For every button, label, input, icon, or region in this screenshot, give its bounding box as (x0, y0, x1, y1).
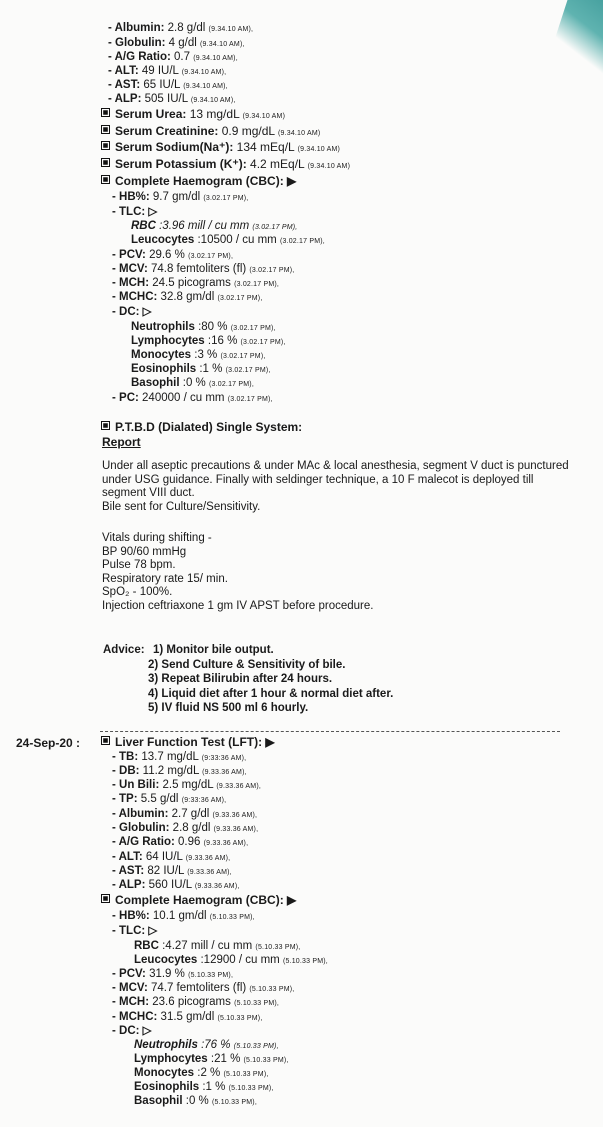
result-timestamp: (5.10.33 PM), (255, 944, 301, 951)
result-label: - PCV: (112, 249, 146, 261)
result-label: - MCV: (112, 263, 148, 275)
result-line (108, 93, 236, 107)
result-timestamp: (3.02.17 PM), (279, 238, 325, 245)
result-line (131, 335, 286, 349)
result-line (112, 968, 233, 982)
result-line (131, 220, 297, 234)
result-line (101, 158, 350, 173)
report-label: Report (102, 435, 141, 449)
result-line (112, 836, 248, 850)
result-timestamp: (3.02.17 PM), (203, 195, 249, 202)
result-line (131, 363, 271, 377)
photo-corner-shadow (548, 0, 603, 81)
result-label: - ALT: (112, 851, 143, 863)
result-label: - HB%: (112, 910, 150, 922)
result-label: - HB%: (112, 191, 150, 203)
result-label: Lymphocytes (131, 335, 205, 347)
result-line (131, 234, 325, 248)
vitals-line: Pulse 78 bpm. (102, 559, 176, 571)
vitals-line: Respiratory rate 15/ min. (102, 572, 228, 585)
checkbox-icon (101, 158, 110, 167)
result-value: :1 % (196, 363, 226, 375)
result-label: - MCV: (112, 982, 148, 994)
result-label: Eosinophils (134, 1081, 200, 1093)
result-value: :2 % (194, 1067, 224, 1079)
result-label: Serum Potassium (K⁺): (115, 157, 247, 171)
result-timestamp: (9.34.10 AM), (193, 55, 238, 62)
result-value: 0.7 (170, 51, 194, 63)
result-label: Lymphocytes (134, 1053, 208, 1065)
checkbox-icon (101, 108, 110, 117)
result-line (131, 321, 276, 335)
result-timestamp: (5.10.33 PM), (211, 1099, 257, 1106)
result-timestamp: (9.34.10 AM) (297, 146, 341, 153)
result-value: 0.96 (174, 836, 204, 848)
result-line (112, 1025, 152, 1039)
advice-item: 4) Liquid diet after 1 hour & normal diet after. (148, 687, 394, 700)
result-line (112, 277, 279, 291)
result-label: Leucocytes (131, 234, 195, 246)
result-line (101, 141, 340, 156)
result-timestamp: (3.02.17 PM), (220, 353, 266, 360)
result-line (134, 1067, 269, 1081)
result-value: 10.1 gm/dl (149, 910, 210, 922)
advice-item: 2) Send Culture & Sensitivity of bile. (148, 658, 346, 671)
result-line (101, 108, 285, 123)
result-line (112, 910, 255, 924)
result-value: 9.7 gm/dl (149, 191, 204, 203)
result-line (101, 175, 296, 190)
result-value: 2.8 g/dl (169, 822, 214, 834)
result-value: 31.5 gm/dl (157, 1011, 218, 1023)
result-value: 505 IU/L (141, 93, 191, 105)
result-value: :16 % (204, 335, 241, 347)
result-label: - A/G Ratio: (108, 51, 171, 63)
result-label: - TLC: ▷ (112, 925, 158, 937)
result-line (134, 1053, 289, 1067)
result-value: 13 mg/dL (186, 107, 243, 121)
result-timestamp: (9:33:36 AM), (201, 755, 247, 762)
result-label: Serum Sodium(Na⁺): (115, 140, 234, 154)
result-label: RBC (134, 940, 159, 952)
advice-item: 1) Monitor bile output. (153, 644, 274, 656)
vitals-line: Injection ceftriaxone 1 gm IV APST before procedure. (102, 599, 374, 612)
result-value: 4 g/dl (165, 37, 201, 49)
result-value: :76 % (197, 1039, 234, 1051)
result-line (112, 191, 248, 205)
result-line (112, 793, 226, 807)
result-value: 0.9 mg/dL (218, 124, 278, 138)
vitals-line: SpO₂ - 100%. (102, 586, 173, 598)
result-label: - Albumin: (108, 22, 165, 34)
result-line (108, 65, 226, 79)
result-value: 2.7 g/dl (168, 808, 213, 820)
result-label: - TLC: ▷ (112, 206, 158, 218)
result-value: 2.8 g/dl (164, 22, 209, 34)
result-label: Basophil (134, 1095, 183, 1107)
result-label: - A/G Ratio: (112, 836, 175, 848)
result-label: - MCH: (112, 277, 150, 289)
result-label: Monocytes (134, 1067, 195, 1079)
result-value: 29.6 % (145, 249, 189, 261)
result-line (131, 349, 266, 363)
result-timestamp: (9.33.36 AM), (185, 855, 231, 862)
result-line (108, 79, 228, 93)
result-value: :3 % (191, 349, 221, 361)
result-timestamp: (9.34.10 AM), (183, 83, 228, 90)
result-timestamp: (9.33.36 AM), (212, 812, 258, 819)
result-line (134, 1039, 279, 1053)
checkbox-icon (101, 125, 110, 134)
result-label: - Un Bili: (112, 779, 160, 791)
result-line (108, 22, 253, 36)
ptbd-heading: P.T.B.D (Dialated) Single System: (101, 421, 302, 434)
result-label: - DB: (112, 765, 140, 777)
advice-item: 5) IV fluid NS 500 ml 6 hourly. (148, 702, 309, 714)
result-timestamp: (3.02.17 PM), (227, 396, 273, 403)
result-label: Serum Creatinine: (115, 124, 219, 138)
result-line (112, 206, 157, 220)
result-value: 31.9 % (145, 968, 189, 980)
cbc-heading-day2: Complete Haemogram (CBC): ▶ (101, 894, 296, 907)
checkbox-icon (101, 175, 110, 184)
result-timestamp: (3.02.17 PM), (217, 295, 263, 302)
result-timestamp: (5.10.33 PM), (209, 914, 255, 921)
result-line (112, 822, 258, 836)
result-line (112, 765, 247, 779)
result-timestamp: (9.34.10 AM) (242, 113, 286, 120)
result-value: 13.7 mg/dL (138, 751, 202, 763)
result-line (134, 1081, 274, 1095)
result-timestamp: (9.34.10 AM) (277, 130, 321, 137)
checkbox-icon (101, 736, 110, 745)
vitals-line: BP 90/60 mmHg (102, 545, 187, 558)
result-timestamp: (9.34.10 AM), (200, 41, 245, 48)
vitals-block (102, 532, 572, 613)
result-label: - TB: (112, 751, 139, 763)
result-label: - DC: ▷ (112, 306, 152, 318)
result-label: Monocytes (131, 349, 192, 361)
result-line (112, 808, 257, 822)
checkbox-icon (101, 894, 110, 903)
result-value: 11.2 mg/dL (139, 765, 203, 777)
section-divider (100, 731, 560, 732)
result-value: :0 % (182, 1095, 212, 1107)
result-timestamp: (3.02.17 PM), (240, 339, 286, 346)
result-value: 24.5 picograms (149, 277, 235, 289)
result-value: 23.6 picograms (149, 996, 235, 1008)
result-value: 74.8 femtoliters (fl) (147, 263, 250, 275)
result-value: 32.8 gm/dl (157, 291, 218, 303)
result-label: Eosinophils (131, 363, 197, 375)
result-label: - Albumin: (112, 808, 169, 820)
result-label: - MCH: (112, 996, 150, 1008)
result-value: 64 IU/L (142, 851, 186, 863)
result-line (112, 249, 233, 263)
result-value: :0 % (179, 377, 209, 389)
result-label: - PC: (112, 392, 139, 404)
result-line (131, 377, 254, 391)
lft-heading: Liver Function Test (LFT): ▶ (101, 736, 275, 749)
result-timestamp: (9.33.36 AM), (213, 826, 259, 833)
result-timestamp: (5.10.33 PM), (233, 1043, 279, 1050)
result-label: - AST: (108, 79, 141, 91)
result-value: :4.27 mill / cu mm (158, 940, 256, 952)
result-value: :21 % (207, 1053, 244, 1065)
result-line (112, 865, 232, 879)
result-line (101, 125, 320, 140)
result-value: 74.7 femtoliters (fl) (147, 982, 250, 994)
result-value: 49 IU/L (138, 65, 182, 77)
result-line (112, 851, 230, 865)
result-label: - Globulin: (108, 37, 166, 49)
result-timestamp: (9.33.36 AM), (202, 769, 247, 776)
result-label: - MCHC: (112, 291, 158, 303)
result-value: :3.96 mill / cu mm (155, 220, 253, 232)
result-line (112, 879, 240, 893)
result-line (108, 37, 245, 51)
result-line (112, 779, 261, 793)
result-timestamp: (3.02.17 PM), (188, 253, 234, 260)
result-timestamp: (9.34.10 AM), (181, 69, 227, 76)
result-timestamp: (9.34.10 AM), (208, 26, 254, 33)
result-line (134, 1095, 257, 1109)
result-label: Serum Urea: (115, 107, 187, 121)
checkbox-icon (101, 421, 110, 430)
result-value: 560 IU/L (145, 879, 195, 891)
result-label: Complete Haemogram (CBC): ▶ (115, 174, 297, 188)
result-value: :12900 / cu mm (197, 954, 283, 966)
result-label: - DC: ▷ (112, 1025, 152, 1037)
result-value: 82 IU/L (144, 865, 188, 877)
result-timestamp: (3.02.17 PM), (208, 381, 254, 388)
result-timestamp: (5.10.33 PM), (228, 1085, 274, 1092)
result-line (112, 925, 157, 939)
result-timestamp: (9.33.36 AM), (194, 883, 240, 890)
result-timestamp: (9.33.36 AM), (187, 869, 232, 876)
result-label: Leucocytes (134, 954, 198, 966)
result-line (112, 291, 262, 305)
result-timestamp: (5.10.33 PM), (282, 958, 328, 965)
result-timestamp: (5.10.33 PM), (223, 1071, 269, 1078)
advice-label: Advice: (103, 644, 145, 656)
result-line (112, 306, 152, 320)
result-label: - AST: (112, 865, 145, 877)
result-timestamp: (5.10.33 PM), (234, 1000, 280, 1007)
result-line (112, 392, 273, 406)
result-value: :10500 / cu mm (194, 234, 280, 246)
result-label: - Globulin: (112, 822, 170, 834)
result-value: 240000 / cu mm (138, 392, 228, 404)
result-label: - PCV: (112, 968, 146, 980)
result-label: - MCHC: (112, 1011, 158, 1023)
result-value: 134 mEq/L (233, 140, 298, 154)
result-timestamp: (3.02.17 PM), (252, 224, 298, 231)
procedure-report-text: Under all aseptic precautions & under MAc & local anesthesia, segment V duct is punctured under USG guidance. Finally with seldinger technique, a 10 F malecot is deployed till segment VIII duct. Bile sent for Culture/Sensitivity. (102, 460, 569, 513)
result-timestamp: (5.10.33 PM), (243, 1057, 289, 1064)
result-timestamp: (5.10.33 PM), (188, 972, 234, 979)
result-timestamp: (3.02.17 PM), (234, 281, 280, 288)
result-timestamp: (9:33:36 AM), (181, 797, 227, 804)
result-line (112, 982, 294, 996)
result-line (108, 51, 238, 65)
result-label: - ALP: (112, 879, 146, 891)
result-label: Neutrophils (131, 321, 195, 333)
result-timestamp: (9.34.10 AM) (307, 163, 351, 170)
result-timestamp: (5.10.33 PM), (217, 1015, 263, 1022)
result-value: :1 % (199, 1081, 229, 1093)
result-line (134, 940, 300, 954)
vitals-line: Vitals during shifting - (102, 532, 212, 544)
result-timestamp: (9.33.36 AM), (203, 840, 249, 847)
advice-item: 3) Repeat Bilirubin after 24 hours. (148, 673, 333, 685)
result-line (112, 751, 246, 765)
result-value: 4.2 mEq/L (246, 157, 308, 171)
result-timestamp: (9.33.36 AM), (216, 783, 262, 790)
result-value: :80 % (194, 321, 231, 333)
result-line (112, 996, 279, 1010)
result-label: - ALP: (108, 93, 142, 105)
checkbox-icon (101, 141, 110, 150)
result-label: Basophil (131, 377, 180, 389)
result-label: - ALT: (108, 65, 139, 77)
result-value: 5.5 g/dl (137, 793, 182, 805)
result-timestamp: (3.02.17 PM), (225, 367, 271, 374)
entry-date: 24-Sep-20 : (16, 736, 81, 750)
result-timestamp: (9.34.10 AM), (190, 97, 236, 104)
result-label: RBC (131, 220, 156, 232)
result-timestamp: (3.02.17 PM), (249, 267, 295, 274)
result-label: - TP: (112, 793, 138, 805)
result-timestamp: (3.02.17 PM), (230, 325, 276, 332)
result-label: Neutrophils (134, 1039, 198, 1051)
result-line (112, 1011, 262, 1025)
result-value: 65 IU/L (140, 79, 184, 91)
result-timestamp: (5.10.33 PM), (249, 986, 295, 993)
result-line (134, 954, 328, 968)
result-value: 2.5 mg/dL (159, 779, 217, 791)
result-line (112, 263, 294, 277)
